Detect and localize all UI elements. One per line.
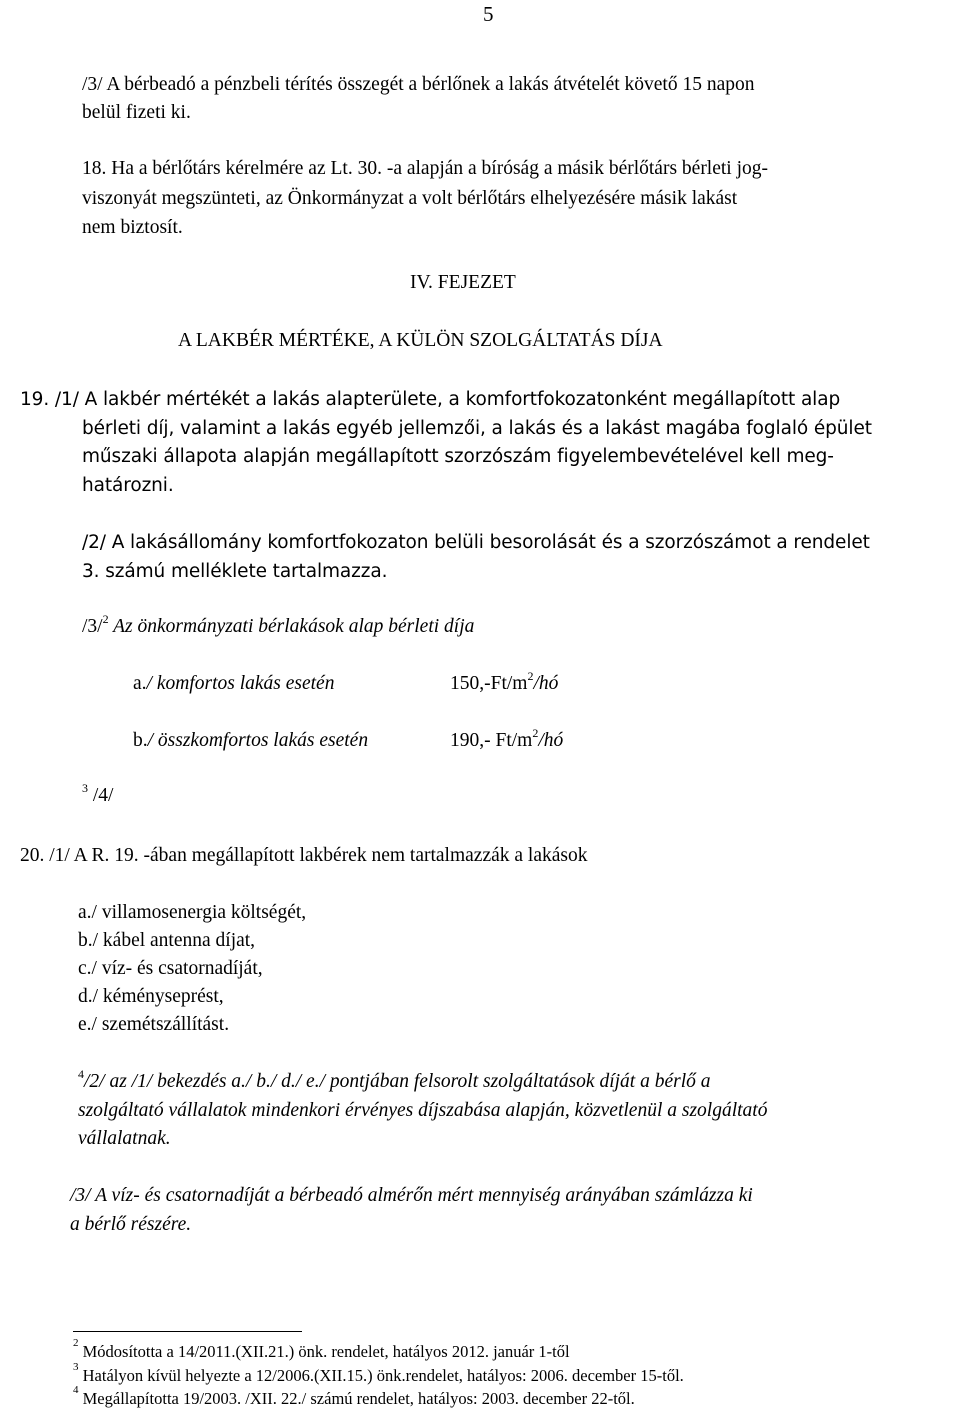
footnote-3 xyxy=(73,1361,684,1386)
section-20-p3-line-1: /3/ A víz- és csatornadíját a bérbeadó almérőn mért mennyiség arányában számlázza ki xyxy=(70,1185,753,1206)
rent-row-a-amount: 150,-Ft/m xyxy=(450,673,528,694)
section-19-line-3: műszaki állapota alapján megállapított szorzószám figyelembevételével kell meg- xyxy=(82,446,834,467)
page-number: 5 xyxy=(483,2,494,26)
paragraph-3-line-1: /3/ A bérbeadó a pénzbeli térítés összegét a bérlőnek a lakás átvételét követő 15 napon xyxy=(82,74,755,95)
section-19-line-1: 19. /1/ A lakbér mértékét a lakás alapterülete, a komfortfokozatonként megállapított alap xyxy=(20,389,841,410)
p2-line-1-text: /2/ az /1/ bekezdés a./ b./ d./ e./ pontjában felsorolt szolgáltatások díját a bérlő a xyxy=(84,1071,711,1092)
rent-row-b-label xyxy=(133,730,368,752)
section-18-line-2: viszonyát megszünteti, az Önkormányzat a volt bérlőtárs elhelyezésére másik lakást xyxy=(82,188,738,209)
footnote-ref-3: 3 xyxy=(82,781,88,795)
rent-row-b-value xyxy=(450,726,564,752)
service-item-a: a./ villamosenergia költségét, xyxy=(78,902,307,923)
rent-row-a-letter: a. xyxy=(133,673,147,694)
service-item-e: e./ szemétszállítást. xyxy=(78,1014,230,1035)
rent-row-a-value xyxy=(450,669,559,695)
rent-row-a-text: / komfortos lakás esetén xyxy=(146,673,335,694)
footnote-divider xyxy=(73,1331,302,1332)
footnote-4-number: 4 xyxy=(73,1384,79,1396)
footnote-2-text: Módosította a 14/2011.(XII.21.) önk. rendelet, hatályos 2012. január 1-től xyxy=(78,1342,570,1361)
service-item-c: c./ víz- és csatornadíját, xyxy=(78,958,263,979)
section-19-p2-line-1: /2/ A lakásállomány komfortfokozaton belüli besorolását és a szorzószámot a rendelet xyxy=(82,532,870,553)
chapter-number: IV. FEJEZET xyxy=(410,272,516,293)
section-19-p4 xyxy=(82,781,114,807)
section-19-line-2: bérleti díj, valamint a lakás egyéb jellemzői, a lakás és a lakást magába foglaló épület xyxy=(82,418,872,439)
section-20-line-1: 20. /1/ A R. 19. -ában megállapított lakbérek nem tartalmazzák a lakások xyxy=(20,845,588,866)
section-19-p3-heading xyxy=(82,612,475,638)
footnote-3-text: Hatályon kívül helyezte a 12/2006.(XII.15.) önk.rendelet, hatályos: 2006. december 15-től. xyxy=(78,1366,684,1385)
section-18-line-1: 18. Ha a bérlőtárs kérelmére az Lt. 30. -a alapján a bíróság a másik bérlőtárs bérleti jog- xyxy=(82,158,769,179)
p3-prefix: /3/ xyxy=(82,616,103,637)
footnote-ref-4: 4 xyxy=(78,1067,84,1081)
section-20-p2-line-2: szolgáltató vállalatok mindenkori érvényes díjszabása alapján, közvetlenül a szolgáltató xyxy=(78,1100,768,1121)
rent-row-b-amount: 190,- Ft/m xyxy=(450,730,533,751)
rent-row-a-sup: 2 xyxy=(527,669,534,683)
rent-row-a-label xyxy=(133,673,334,695)
section-20-p3-line-2: a bérlő részére. xyxy=(70,1214,192,1235)
rent-row-b-unit: /hó xyxy=(538,730,564,751)
chapter-title: A LAKBÉR MÉRTÉKE, A KÜLÖN SZOLGÁLTATÁS DÍJA xyxy=(178,330,663,351)
service-item-d: d./ kéményseprést, xyxy=(78,986,224,1007)
p3-title: Az önkormányzati bérlakások alap bérleti díja xyxy=(108,616,475,637)
footnote-4-text: Megállapította 19/2003. /XII. 22./ számú rendelet, hatályos: 2003. december 22-től. xyxy=(78,1389,635,1408)
footnote-2 xyxy=(73,1337,570,1362)
service-item-b: b./ kábel antenna díjat, xyxy=(78,930,256,951)
footnote-2-number: 2 xyxy=(73,1337,79,1349)
p4-text: /4/ xyxy=(88,785,114,806)
footnote-4 xyxy=(73,1384,635,1409)
rent-row-b-sup: 2 xyxy=(532,726,539,740)
section-20-p2-line-1 xyxy=(78,1067,711,1093)
section-19-line-4: határozni. xyxy=(82,475,174,496)
rent-row-b-letter: b. xyxy=(133,730,148,751)
footnote-3-number: 3 xyxy=(73,1361,79,1373)
section-18-line-3: nem biztosít. xyxy=(82,217,183,238)
paragraph-3-line-2: belül fizeti ki. xyxy=(82,102,191,123)
rent-row-a-unit: /hó xyxy=(533,673,559,694)
section-20-p2-line-3: vállalatnak. xyxy=(78,1128,171,1149)
section-19-p2-line-2: 3. számú melléklete tartalmazza. xyxy=(82,561,388,582)
footnote-ref-2: 2 xyxy=(102,612,109,626)
rent-row-b-text: / összkomfortos lakás esetén xyxy=(147,730,369,751)
